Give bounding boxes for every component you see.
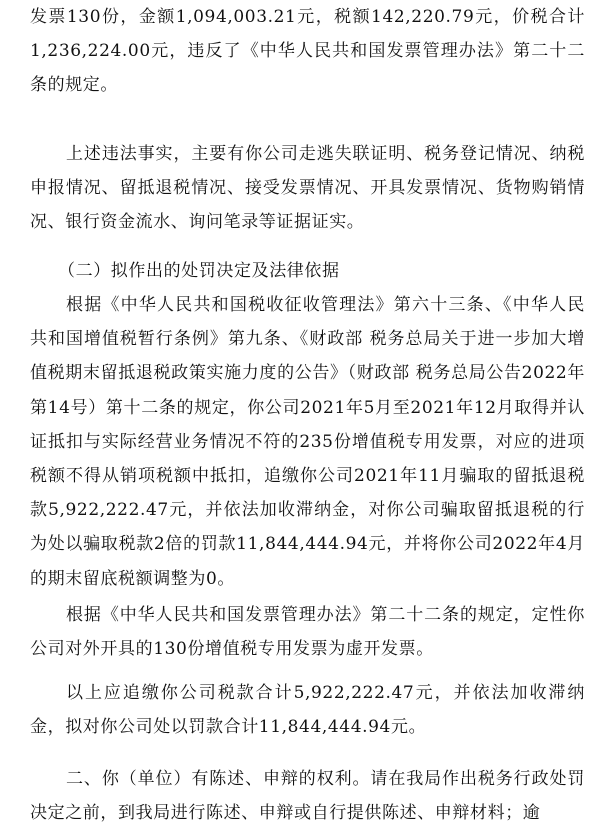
section-heading-penalty-decision: （二）拟作出的处罚决定及法律依据 [58, 261, 340, 281]
paragraph-total-amounts: 以上应追缴你公司税款合计5,922,222.47元，并依法加收滞纳金，拟对你公司处以罚款合计11,844,444.94元。 [30, 683, 585, 738]
paragraph-invoice-qualification: 根据《中华人民共和国发票管理办法》第二十二条的规定，定性你公司对外开具的130份增值税专用发票为虚开发票。 [30, 605, 585, 660]
paragraph-right-to-statement: 二、你（单位）有陈述、申辩的权利。请在我局作出税务行政处罚决定之前，到我局进行陈述、申辩或自行提供陈述、申辩材料；逾 [30, 769, 585, 824]
paragraph-evidence: 上述违法事实，主要有你公司走逃失联证明、税务登记情况、纳税申报情况、留抵退税情况、接受发票情况、开具发票情况、货物购销情况、银行资金流水、询问笔录等证据证实。 [30, 144, 585, 233]
paragraph-legal-basis: 根据《中华人民共和国税收征收管理法》第六十三条、《中华人民共和国增值税暂行条例》第九条、《财政部 税务总局关于进一步加大增值税期末留抵退税政策实施力度的公告》（财政部 税务总局公告2022年第14号）第十二条的规定，你公司2021年5月至2021年12月取得并认证抵扣与实际经营业务情况不符的235份增值税专用发票，对应的进项税额不得从销项税额中抵扣，追缴你公司2021年11月骗取的留抵退税款5,922,222.47元，并依法加收滞纳金，对你公司骗取留抵退税的行为处以骗取税款2倍的罚款11,844,444.94元，并将你公司2022年4月的期末留底税额调整为0。 [30, 295, 585, 589]
paragraph-invoice-summary: 发票130份，金额1,094,003.21元，税额142,220.79元，价税合计1,236,224.00元，违反了《中华人民共和国发票管理办法》第二十二条的规定。 [30, 7, 585, 96]
